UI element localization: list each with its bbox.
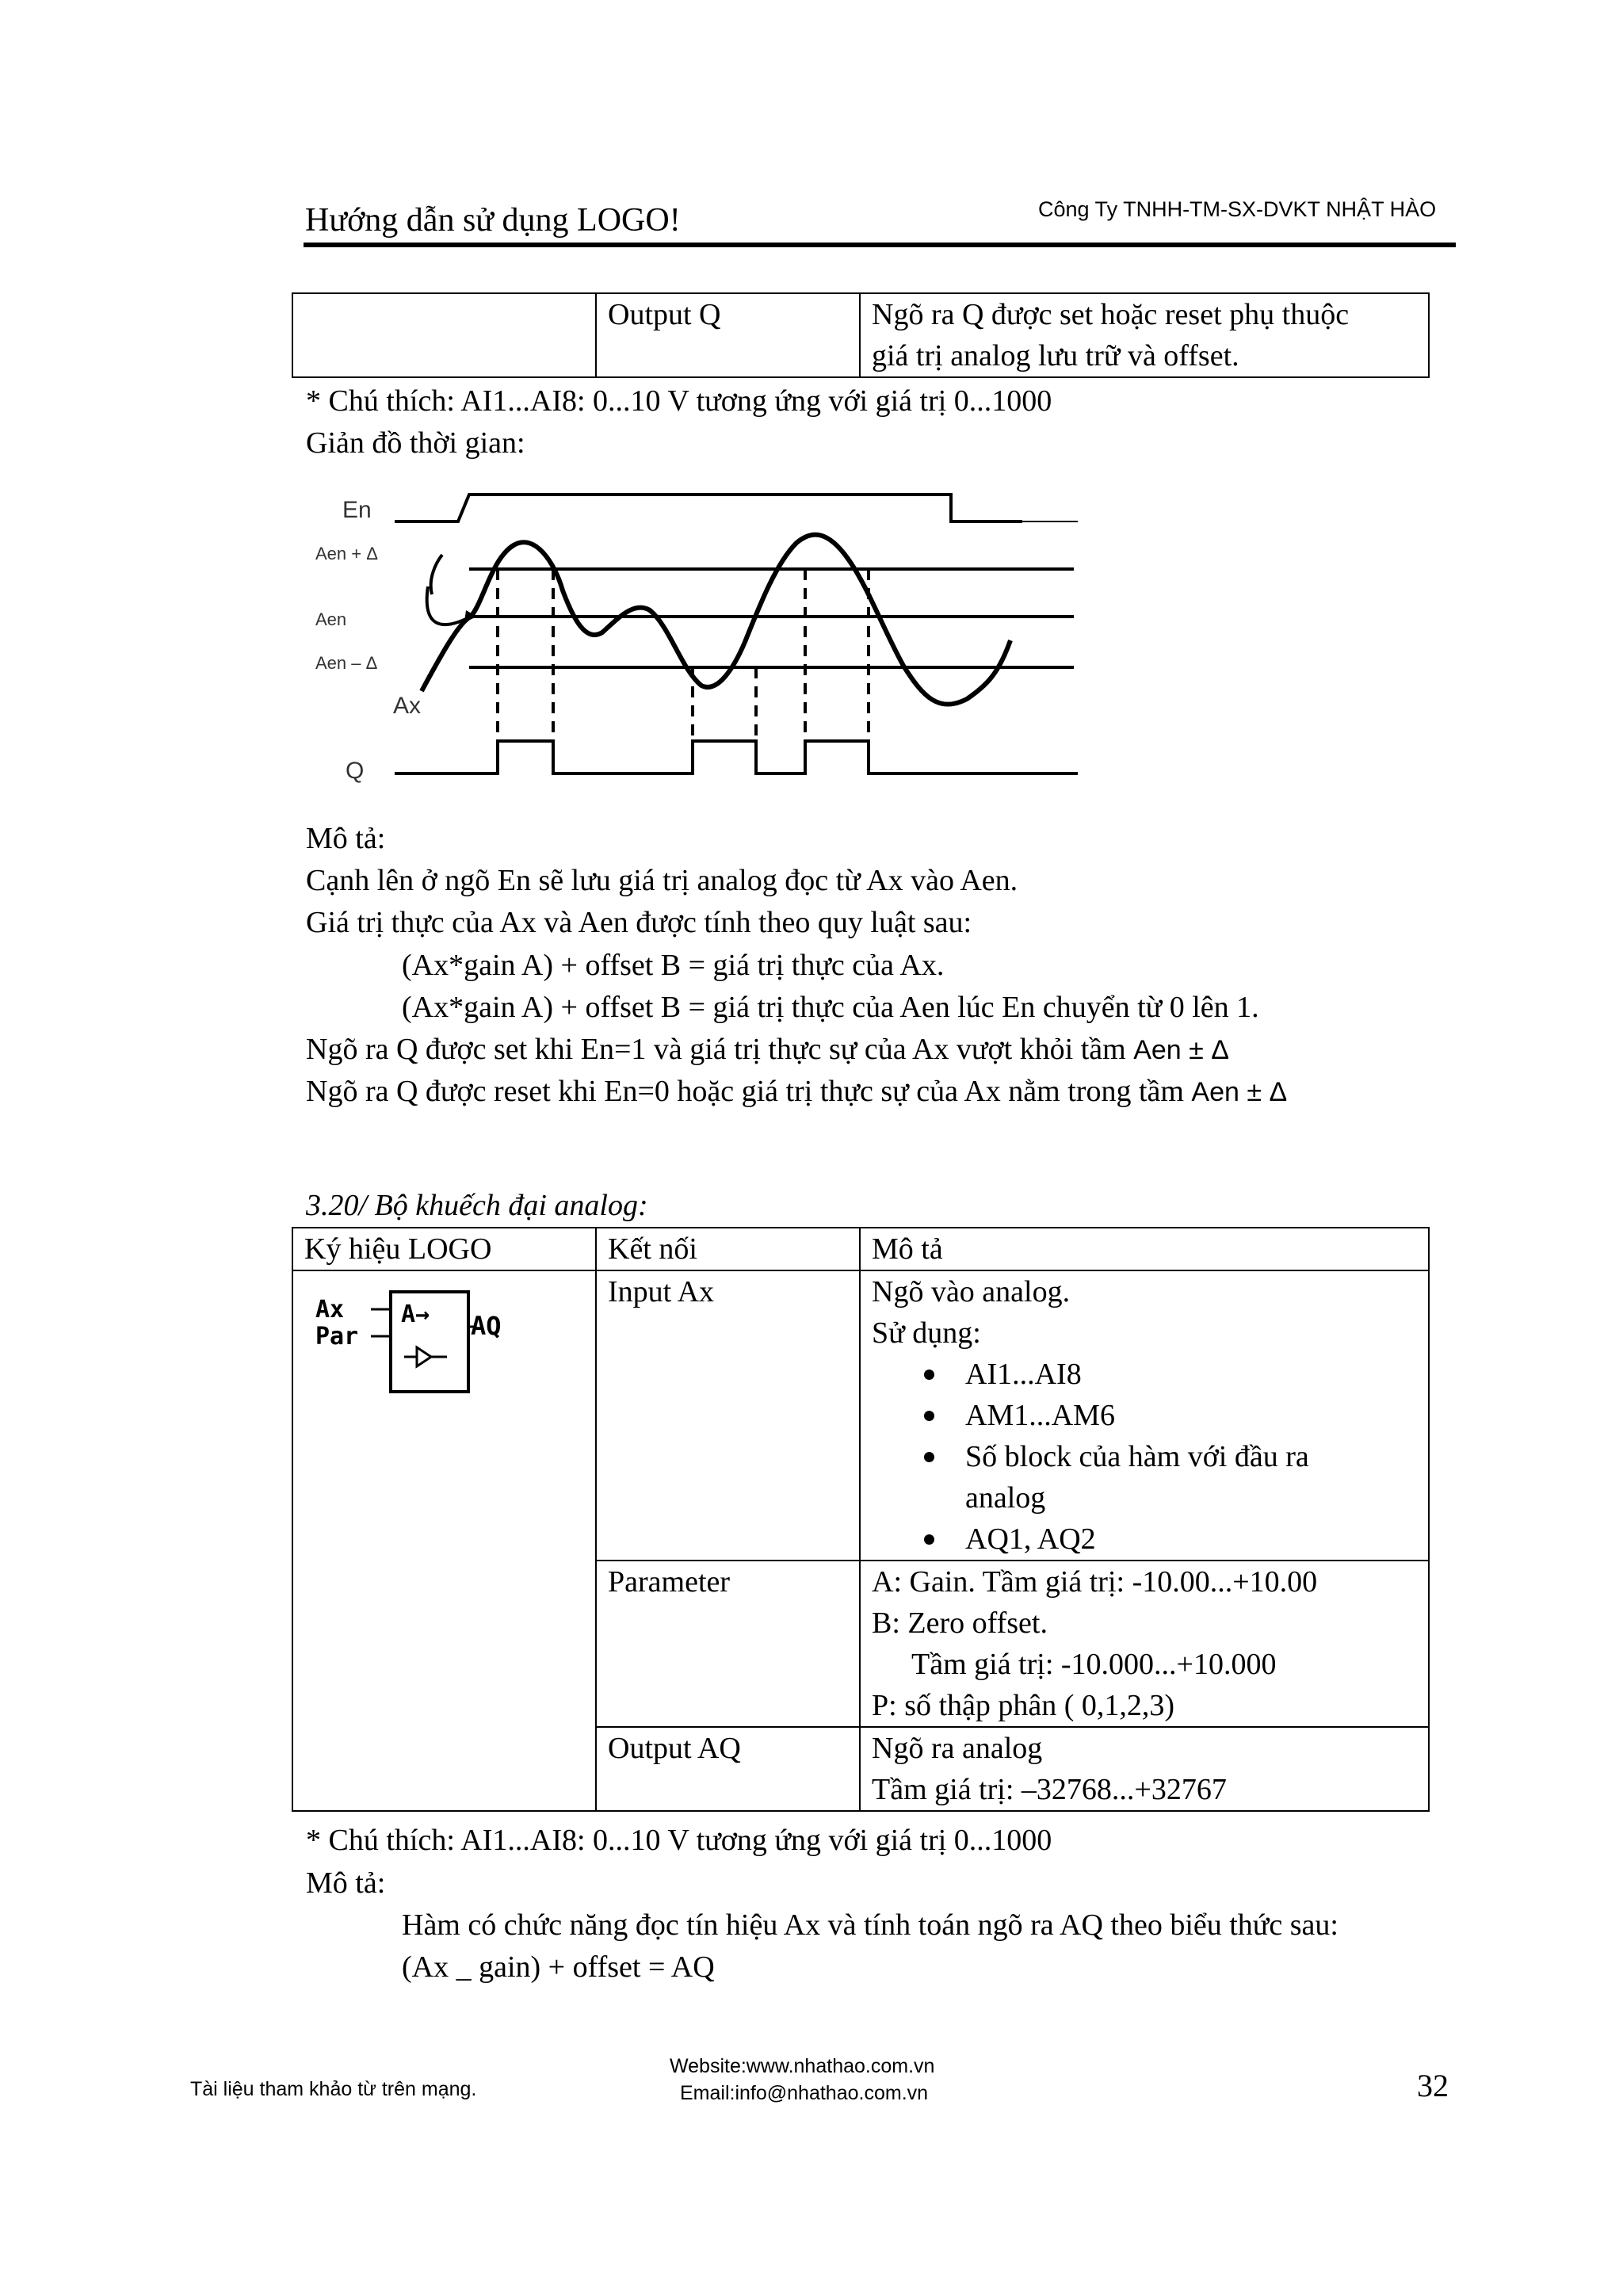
arrow-curve [427, 555, 471, 625]
description-line: Hàm có chức năng đọc tín hiệu Ax và tính toán ngõ ra AQ theo biểu thức sau: [402, 1908, 1338, 1942]
description-line: B: Zero offset. [872, 1606, 1048, 1640]
description-cell [860, 1270, 1429, 1561]
ax-label: Ax [393, 693, 422, 719]
list-item: AQ1, AQ2 [965, 1519, 1428, 1560]
description-line: Tầm giá trị: -10.000...+10.000 [911, 1648, 1277, 1681]
aen-label: Aen [315, 609, 347, 629]
description-line: Ngõ ra Q được set hoặc reset phụ thuộc [872, 298, 1350, 331]
reset-text: Ngõ ra Q được reset khi En=0 hoặc giá trị thực sự của Ax nằm trong tầm [306, 1075, 1184, 1108]
function-label: A→ [401, 1301, 430, 1328]
q-label: Q [346, 758, 365, 784]
description-line: Ngõ ra analog [872, 1732, 1043, 1765]
footer-website: Website:www.nhathao.com.vn [670, 2055, 935, 2077]
note-text: * Chú thích: AI1...AI8: 0...10 V tương ứng với giá trị 0...1000 [306, 1824, 1052, 1857]
description-cell [860, 1561, 1429, 1727]
timing-title: Giản đồ thời gian: [306, 426, 525, 460]
note-text: * Chú thích: AI1...AI8: 0...10 V tương ứng với giá trị 0...1000 [306, 384, 1052, 418]
connection-cell: Parameter [596, 1561, 860, 1727]
connection-cell: Output Q [596, 293, 860, 377]
description-heading: Mô tả: [306, 822, 386, 855]
footer-left: Tài liệu tham khảo từ trên mạng. [190, 2078, 477, 2100]
formula-line: (Ax*gain A) + offset B = giá trị thực của Ax. [402, 949, 945, 982]
symbol-cell [292, 1270, 596, 1811]
header-company: Công Ty TNHH-TM-SX-DVKT NHẬT HÀO [1038, 197, 1437, 221]
footer-email: Email:info@nhathao.com.vn [680, 2082, 929, 2104]
description-heading: Mô tả: [306, 1866, 386, 1900]
list-item: Số block của hàm với đầu ra analog [965, 1436, 1369, 1519]
description-line: Giá trị thực của Ax và Aen được tính theo quy luật sau: [306, 906, 972, 939]
ax-input-label: Ax [315, 1296, 345, 1324]
page-number: 32 [1417, 2068, 1449, 2103]
set-condition [306, 1029, 1229, 1071]
set-text: Ngõ ra Q được set khi En=1 và giá trị thực sự của Ax vượt khỏi tầm [306, 1033, 1126, 1066]
aq-output-label: AQ [471, 1311, 502, 1341]
timing-diagram [301, 483, 1094, 800]
en-signal [395, 495, 1022, 521]
header-rule [304, 243, 1456, 247]
empty-cell [292, 293, 596, 377]
description-line: Cạnh lên ở ngõ En sẽ lưu giá trị analog đọc từ Ax vào Aen. [306, 864, 1018, 897]
header-cell: Mô tả [860, 1228, 1429, 1270]
table-row [292, 1270, 1429, 1561]
connection-cell: Output AQ [596, 1727, 860, 1811]
reset-condition [306, 1071, 1287, 1113]
table-row [292, 293, 1429, 377]
usage-list [872, 1354, 1428, 1560]
par-input-label: Par [315, 1323, 359, 1350]
description-line: A: Gain. Tầm giá trị: -10.00...+10.00 [872, 1565, 1318, 1599]
description-line: Tầm giá trị: –32768...+32767 [872, 1773, 1227, 1806]
q-signal [395, 741, 1078, 774]
amplifier-icon [404, 1347, 447, 1366]
table-header-row [292, 1228, 1429, 1270]
section-title: 3.20/ Bộ khuếch đại analog: [306, 1189, 648, 1222]
range-symbol: Aen ± Δ [1133, 1035, 1229, 1065]
en-label: En [342, 497, 372, 523]
description-line: Sử dụng: [872, 1316, 981, 1350]
list-item: AM1...AM6 [965, 1395, 1428, 1436]
header-cell: Kết nối [596, 1228, 860, 1270]
description-line: P: số thập phân ( 0,1,2,3) [872, 1689, 1175, 1722]
aen-plus-label: Aen + Δ [315, 544, 378, 563]
analog-amplifier-table [292, 1227, 1430, 1812]
formula-line: (Ax*gain A) + offset B = giá trị thực của Aen lúc En chuyển từ 0 lên 1. [402, 991, 1259, 1024]
header-cell: Ký hiệu LOGO [292, 1228, 596, 1270]
description-cell [860, 1727, 1429, 1811]
output-q-table [292, 292, 1430, 378]
range-symbol: Aen ± Δ [1191, 1077, 1288, 1107]
amplifier-block-symbol [315, 1286, 553, 1404]
formula-line: (Ax _ gain) + offset = AQ [402, 1950, 715, 1984]
ax-waveform [422, 535, 1010, 705]
description-line: Ngõ vào analog. [872, 1275, 1071, 1308]
description-line: giá trị analog lưu trữ và offset. [872, 339, 1239, 372]
list-item: AI1...AI8 [965, 1354, 1428, 1395]
description-cell [860, 293, 1429, 377]
aen-minus-label: Aen – Δ [315, 653, 378, 673]
connection-cell: Input Ax [596, 1270, 860, 1561]
header-title: Hướng dẫn sử dụng LOGO! [305, 202, 681, 239]
